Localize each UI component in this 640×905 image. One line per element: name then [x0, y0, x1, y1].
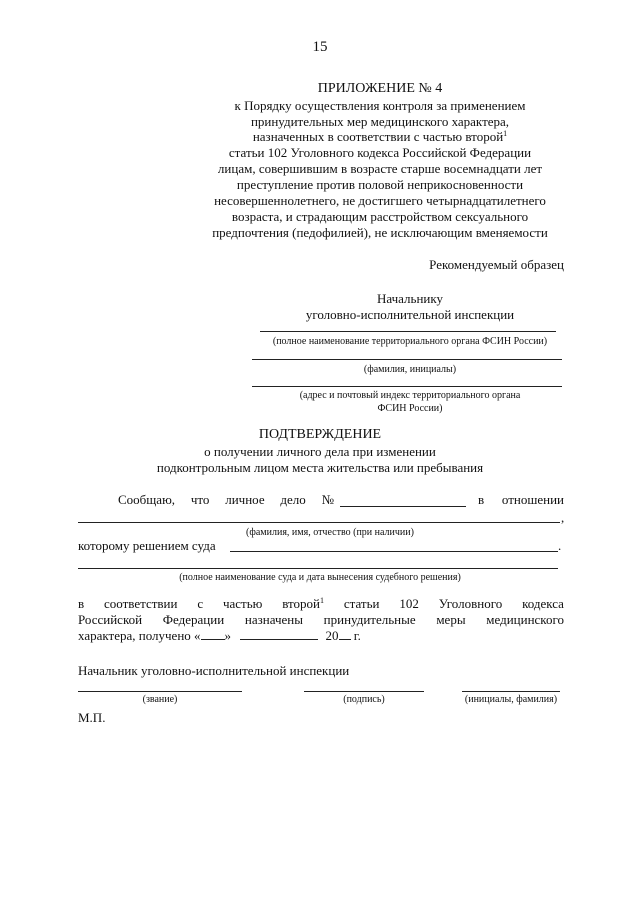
case-number-line [340, 506, 466, 507]
word: № [321, 492, 334, 507]
page-number: 15 [312, 39, 328, 55]
hint-sign: (подпись) [343, 694, 385, 705]
appendix-line: предпочтения (педофилией), не исключающим вменяемости [212, 225, 548, 240]
stamp-place: М.П. [78, 710, 106, 725]
hint-fio: (фамилия, имя, отчество (при наличии) [246, 527, 414, 538]
appendix-title: ПРИЛОЖЕНИЕ № 4 [317, 81, 443, 96]
word: в [78, 596, 85, 611]
confirmation-subtitle: о получении личного дела при изменении [204, 444, 436, 459]
word: кодекса [522, 596, 564, 611]
court-text: которому решением суда [78, 538, 216, 553]
word: личное [225, 492, 265, 507]
appendix-line: принудительных мер медицинского характера, [250, 114, 510, 129]
received-text: характера, получено « [78, 628, 201, 643]
addressee-line2: уголовно-исполнительной инспекции [305, 307, 515, 322]
court-field-line [230, 551, 558, 552]
word: меры [436, 612, 466, 627]
appendix-line: статьи 102 Уголовного кодекса Российской Федерации [228, 145, 532, 160]
para-line3 [78, 629, 361, 642]
para-line2 [78, 613, 564, 626]
appendix-line: преступление против половой неприкосновенности [236, 177, 524, 192]
hint-rank: (звание) [142, 694, 178, 705]
hint-org: (полное наименование территориального органа ФСИН России) [272, 336, 548, 347]
court-field-line-2 [78, 568, 558, 569]
quote-close: » [224, 628, 232, 643]
appendix-line: к Порядку осуществления контроля за применением [234, 98, 526, 113]
body-line1 [118, 493, 334, 506]
day-field [201, 629, 225, 640]
word: Российской [78, 612, 143, 627]
hint-name: (фамилия, инициалы) [363, 364, 457, 375]
word: статьи [343, 596, 380, 611]
appendix-line: лицам, совершившим в возрасте старше восемнадцати лет [217, 161, 543, 176]
para-line1 [78, 597, 564, 610]
name-field-line [252, 359, 562, 360]
org-field-line [260, 331, 556, 332]
word: частью [222, 596, 263, 611]
signature-head: Начальник уголовно-исполнительной инспекции [78, 663, 350, 678]
fio-field-line [78, 522, 560, 523]
confirmation-subtitle: подконтрольным лицом места жительства или пребывания [156, 460, 484, 475]
year-field [339, 629, 351, 640]
initials-line [462, 691, 560, 692]
hint-court: (полное наименование суда и дата вынесения судебного решения) [179, 572, 461, 583]
hint-address: (адрес и почтовый индекс территориального органа [299, 390, 521, 401]
comma: , [561, 510, 565, 525]
footnote-mark: 1 [320, 596, 325, 605]
word: назначены [244, 612, 303, 627]
hint-initials: (инициалы, фамилия) [464, 694, 558, 705]
word: дело [280, 492, 306, 507]
month-field [240, 629, 318, 640]
sign-line [304, 691, 424, 692]
body-line1-tail [478, 493, 564, 506]
word: отношении [501, 492, 564, 507]
word: что [190, 492, 210, 507]
word: принудительные [323, 612, 416, 627]
word: медицинского [486, 612, 564, 627]
word: Сообщаю, [118, 492, 176, 507]
footnote-mark: 1 [503, 129, 508, 138]
word: 102 [399, 596, 419, 611]
word: Уголовного [438, 596, 503, 611]
addressee-line1: Начальнику [376, 291, 444, 306]
word: соответствии [104, 596, 178, 611]
recommended-sample: Рекомендуемый образец [429, 257, 564, 272]
appendix-line: возраста, и страдающим расстройством сексуального [231, 209, 529, 224]
word: с [197, 596, 204, 611]
court-period: . [558, 538, 562, 553]
confirmation-title: ПОДТВЕРЖДЕНИЕ [258, 427, 382, 442]
appendix-line: назначенных в соответствии с частью второй$^1$ [252, 129, 508, 144]
word: в [478, 492, 485, 507]
word: второй$^1$ [282, 596, 325, 611]
rank-line [78, 691, 242, 692]
year-prefix: 20 [325, 628, 339, 643]
address-field-line [252, 386, 562, 387]
appendix-line: несовершеннолетнего, не достигшего четырнадцатилетнего [214, 193, 546, 208]
hint-address: ФСИН России) [377, 403, 443, 414]
word: Федерации [162, 612, 225, 627]
year-suffix: г. [353, 628, 361, 643]
